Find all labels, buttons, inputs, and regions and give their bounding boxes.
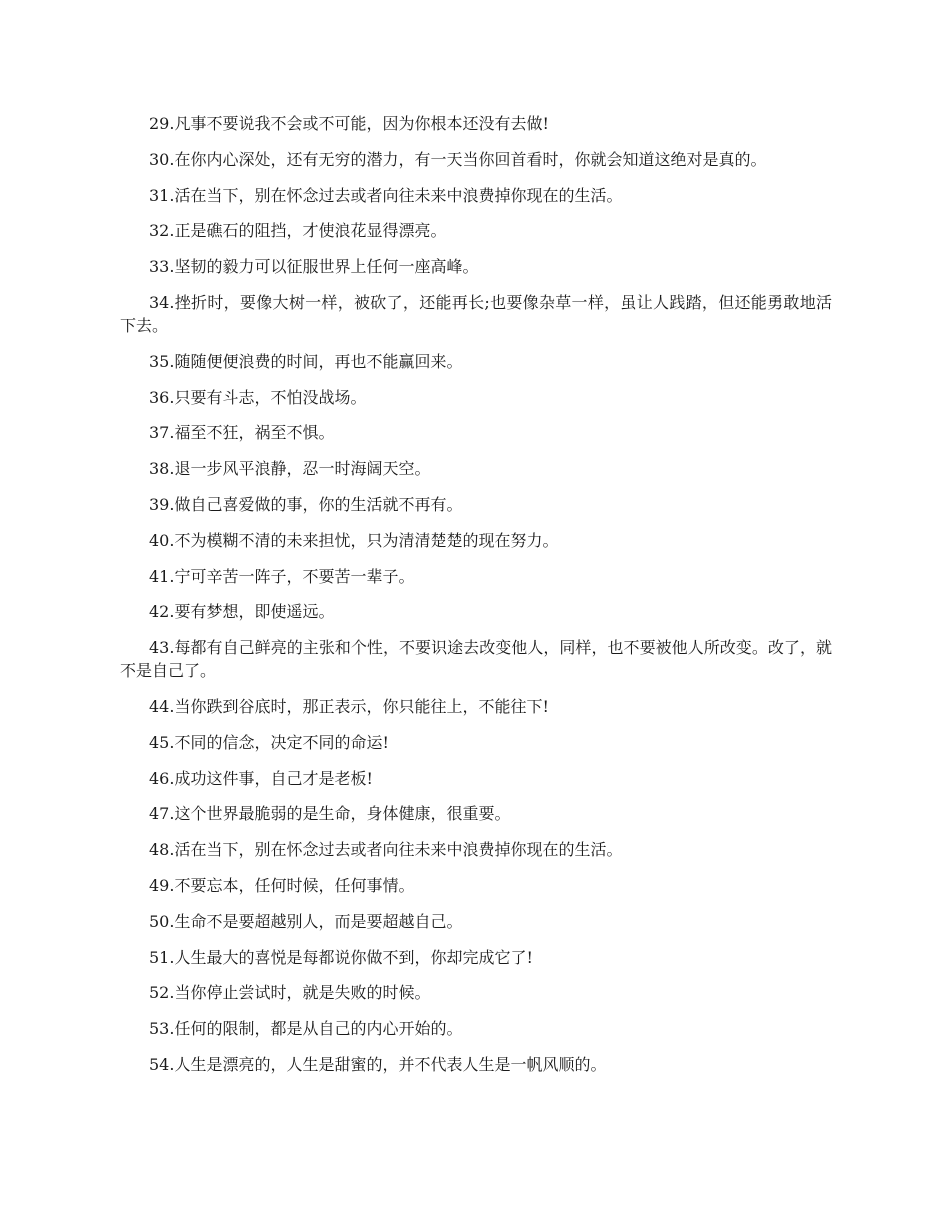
quote-list (120, 112, 832, 1089)
quote-item: 54.人生是漂亮的，人生是甜蜜的，并不代表人生是一帆风顺的。 (149, 1054, 607, 1074)
quote-item: 40.不为模糊不清的未来担忧，只为清清楚楚的现在努力。 (149, 530, 559, 550)
quote-item: 46.成功这件事，自己才是老板! (149, 768, 373, 788)
quote-item: 29.凡事不要说我不会或不可能，因为你根本还没有去做! (149, 114, 549, 133)
quote-item: 39.做自己喜爱做的事，你的生活就不再有。 (149, 494, 463, 514)
quote-item: 31.活在当下，别在怀念过去或者向往未来中浪费掉你现在的生活。 (149, 185, 623, 205)
quote-item: 35.随随便便浪费的时间，再也不能赢回来。 (149, 351, 463, 371)
quote-item: 44.当你跌到谷底时，那正表示，你只能往上，不能往下! (149, 696, 549, 716)
quote-item: 37.福至不狂，祸至不惧。 (149, 423, 335, 443)
quote-item: 33.坚韧的毅力可以征服世界上任何一座高峰。 (149, 257, 479, 277)
quote-item: 38.退一步风平浪静，忍一时海阔天空。 (149, 459, 431, 479)
quote-item: 48.活在当下，别在怀念过去或者向往未来中浪费掉你现在的生活。 (149, 840, 623, 860)
quote-item: 45.不同的信念，决定不同的命运! (149, 732, 389, 752)
quote-item: 51.人生最大的喜悦是每都说你做不到，你却完成它了! (149, 947, 533, 967)
quote-item: 43.每都有自己鲜亮的主张和个性，不要识途去改变他人，同样，也不要被他人所改变。改了，就不是自己了。 (120, 638, 832, 681)
quote-item: 32.正是礁石的阻挡，才使浪花显得漂亮。 (149, 221, 447, 241)
quote-item: 49.不要忘本，任何时候，任何事情。 (149, 875, 415, 895)
quote-item: 52.当你停止尝试时，就是失败的时候。 (149, 983, 431, 1003)
quote-item: 42.要有梦想，即使遥远。 (149, 602, 335, 622)
quote-item: 41.宁可辛苦一阵子，不要苦一辈子。 (149, 566, 415, 586)
quote-item: 50.生命不是要超越别人，而是要超越自己。 (149, 911, 463, 931)
quote-item: 36.只要有斗志，不怕没战场。 (149, 387, 367, 407)
quote-item: 30.在你内心深处，还有无穷的潜力，有一天当你回首看时，你就会知道这绝对是真的。 (149, 149, 767, 169)
quote-item: 47.这个世界最脆弱的是生命，身体健康，很重要。 (149, 804, 511, 824)
quote-item: 34.挫折时，要像大树一样，被砍了，还能再长;也要像杂草一样，虽让人践踏，但还能勇敢地活下去。 (120, 292, 832, 335)
quote-item: 53.任何的限制，都是从自己的内心开始的。 (149, 1019, 463, 1039)
